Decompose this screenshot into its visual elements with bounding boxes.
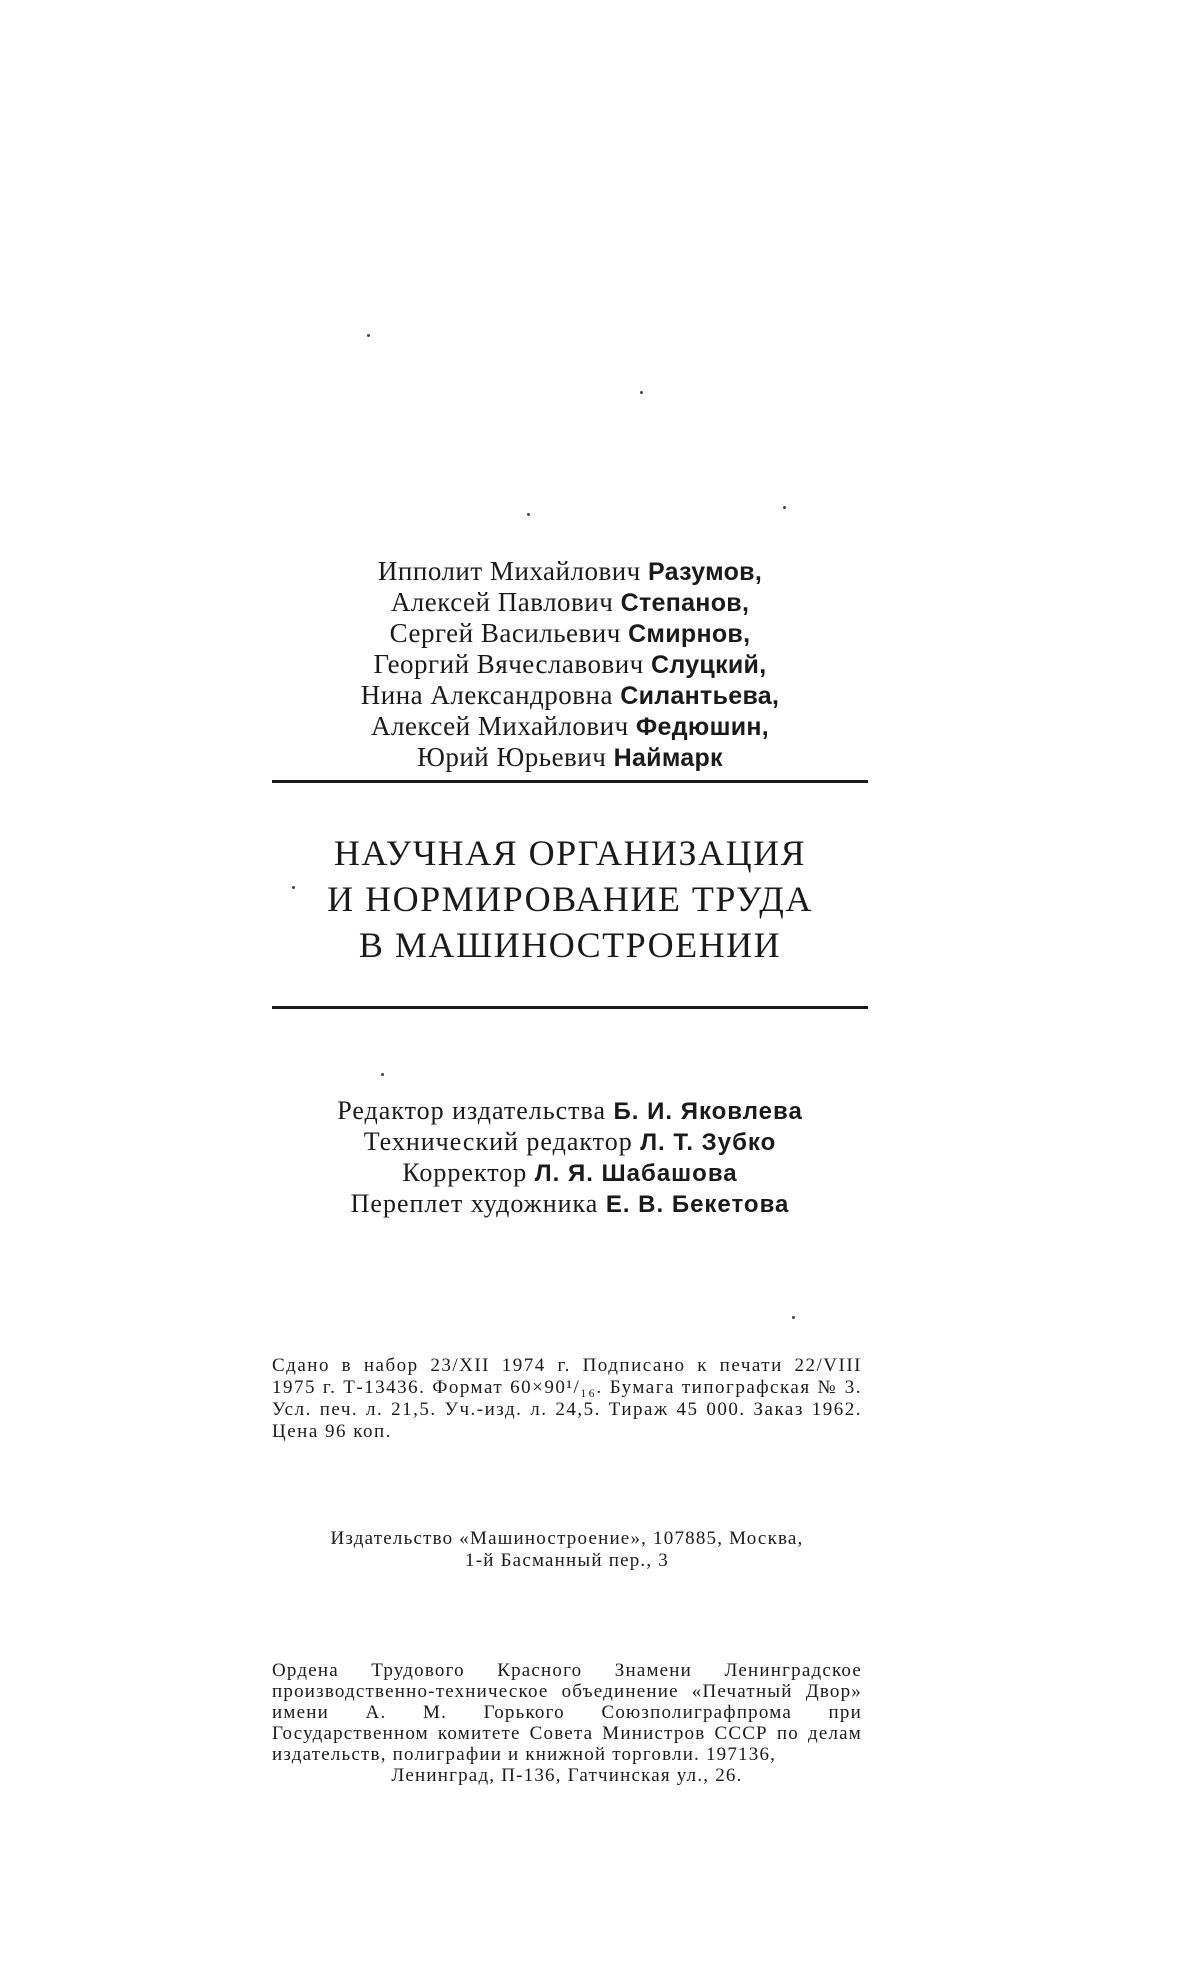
author-given-name: Георгий Вячеславович xyxy=(373,649,644,679)
credit-name: Е. В. Бекетова xyxy=(605,1191,790,1218)
book-title xyxy=(270,830,870,968)
credit-role: Корректор xyxy=(402,1158,528,1187)
author-given-name: Алексей Михайлович xyxy=(370,711,629,741)
author-given-name: Сергей Васильевич xyxy=(389,618,621,648)
credit-name: Б. И. Яковлева xyxy=(613,1098,803,1125)
author-surname: Смирнов, xyxy=(628,620,751,648)
author-surname: Разумов, xyxy=(647,558,763,586)
credit-line xyxy=(270,1127,870,1158)
author-surname: Слуцкий, xyxy=(650,651,767,679)
author-surname: Федюшин, xyxy=(635,713,770,741)
author-given-name: Ипполит Михайлович xyxy=(377,556,641,586)
credit-role: Технический редактор xyxy=(363,1127,633,1156)
scan-speck xyxy=(783,506,786,509)
author-surname: Силантьева, xyxy=(620,682,780,710)
author-line xyxy=(270,649,870,680)
author-line xyxy=(270,711,870,742)
credit-role: Редактор издательства xyxy=(337,1096,607,1125)
credit-line xyxy=(270,1158,870,1189)
title-line-3: В МАШИНОСТРОЕНИИ xyxy=(358,925,782,965)
title-line-1: НАУЧНАЯ ОРГАНИЗАЦИЯ xyxy=(333,833,807,873)
scan-speck xyxy=(381,1073,384,1076)
printer-info xyxy=(272,1660,862,1786)
scan-speck xyxy=(527,513,530,516)
publisher-address xyxy=(272,1528,862,1572)
credit-name: Л. Я. Шабашова xyxy=(534,1160,738,1187)
author-line xyxy=(270,680,870,711)
author-list xyxy=(270,556,870,773)
author-given-name: Юрий Юрьевич xyxy=(417,742,607,772)
credit-name: Л. Т. Зубко xyxy=(640,1129,777,1156)
scan-speck xyxy=(367,334,370,337)
author-surname: Степанов, xyxy=(620,589,750,617)
publisher-line-2: 1-й Басманный пер., 3 xyxy=(465,1550,669,1571)
printer-address: Ленинград, П-136, Гатчинская ул., 26. xyxy=(391,1765,743,1786)
title-bottom-rule xyxy=(272,1006,868,1009)
author-line xyxy=(270,618,870,649)
author-given-name: Алексей Павлович xyxy=(390,587,614,617)
credit-line xyxy=(270,1096,870,1127)
editorial-credits xyxy=(270,1096,870,1220)
title-line-2: И НОРМИРОВАНИЕ ТРУДА xyxy=(327,879,813,919)
publisher-line-1: Издательство «Машиностроение», 107885, Москва, xyxy=(330,1528,804,1549)
printer-body: Ордена Трудового Красного Знамени Ленинградское производственно-техническое объединение «Печатный Двор» имени А. М. Горького Союзполиграфпрома при Государственном комитете Совета Министров СССР по делам издательств, полиграфии и книжной торговли. 197136, xyxy=(272,1660,862,1765)
print-imprint: Сдано в набор 23/XII 1974 г. Подписано к печати 22/VIII 1975 г. Т-13436. Формат 60×90¹/₁₆. Бумага типографская № 3. Усл. печ. л. 21,5. Уч.-изд. л. 24,5. Тираж 45 000. Заказ 1962. Цена 96 коп. xyxy=(272,1355,862,1442)
author-given-name: Нина Александровна xyxy=(360,680,613,710)
credit-line xyxy=(270,1189,870,1220)
author-line xyxy=(270,742,870,773)
scan-speck xyxy=(640,391,643,394)
author-line xyxy=(270,556,870,587)
author-line xyxy=(270,587,870,618)
credit-role: Переплет художника xyxy=(350,1189,599,1218)
author-surname: Наймарк xyxy=(613,744,723,772)
scan-speck xyxy=(792,1316,795,1319)
title-top-rule xyxy=(272,780,868,783)
